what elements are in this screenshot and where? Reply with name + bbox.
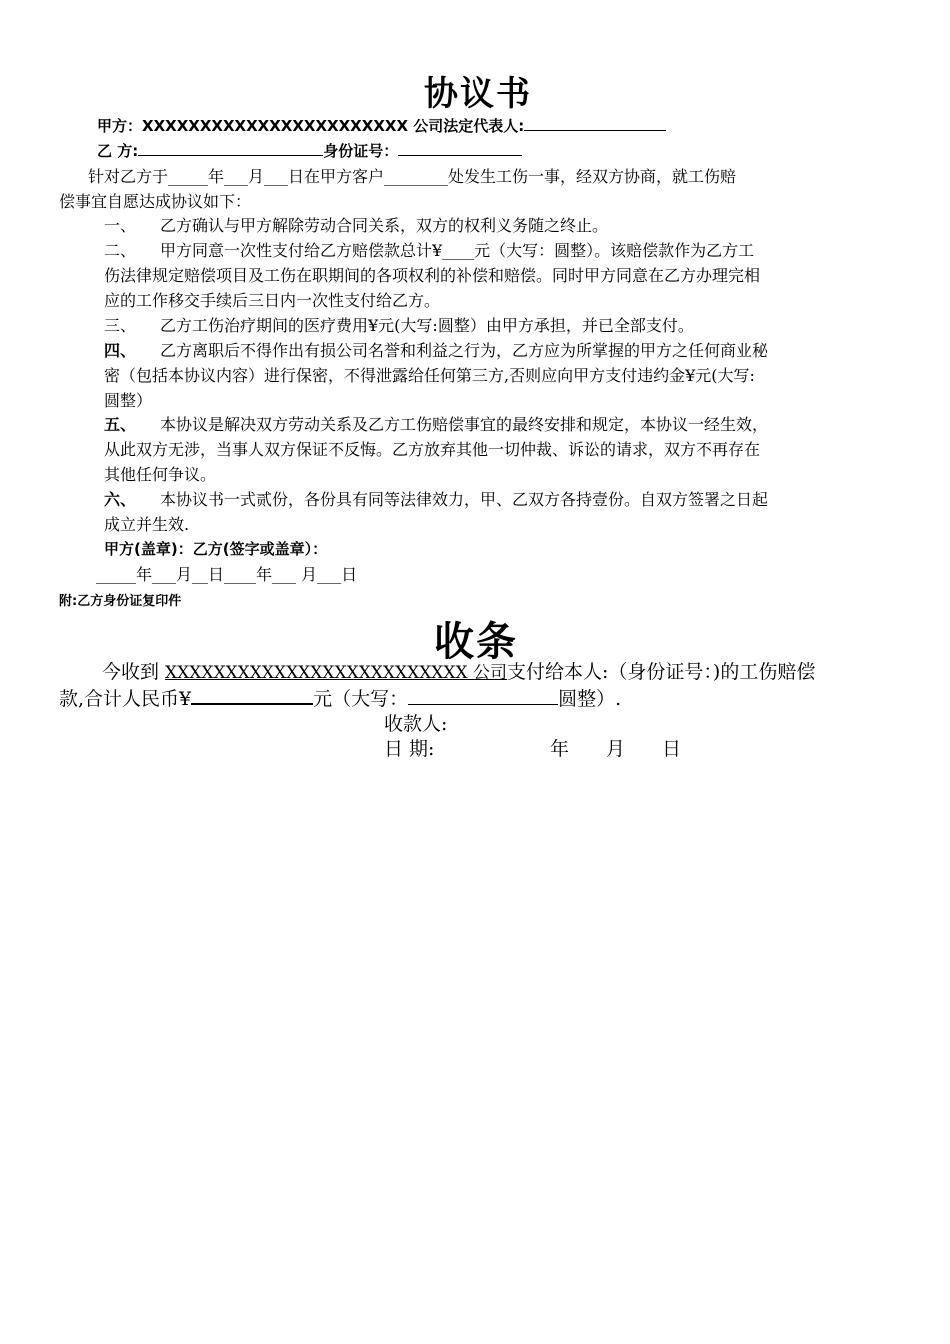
clause-6: [104, 487, 904, 537]
clause-text: 甲方同意一次性支付给乙方赔偿款总计¥____元（大写：圆整）。该赔偿款作为乙方工: [160, 241, 755, 260]
receipt-line-1: [102, 659, 815, 686]
clause-text: 乙方确认与甲方解除劳动合同关系，双方的权利义务随之终止。: [160, 216, 609, 235]
id-label: 身份证号：: [323, 142, 399, 160]
date-year: 年: [550, 738, 570, 760]
signature-date-line: _____年___月__日____年___ 月___日: [96, 565, 358, 584]
clause-text: 乙方离职后不得作出有损公司名誉和利益之行为，乙方应为所掌握的甲方之任何商业秘: [160, 341, 769, 360]
clause-text: 密（包括本协议内容）进行保密，不得泄露给任何第三方,否则应向甲方支付违约金¥元(大写:: [104, 366, 755, 385]
clause-5: [104, 412, 904, 487]
receipt-company: XXXXXXXXXXXXXXXXXXXXXXXXX 公司: [165, 663, 508, 683]
party-b-name-blank: [138, 139, 323, 156]
clause-text: 本协议书一式贰份，各份具有同等法律效力，甲、乙双方各持壹份。自双方签署之日起: [160, 490, 769, 509]
receipt-purpose: 支付给本人:（身份证号：)的工伤赔偿: [507, 661, 816, 683]
clause-number: 二、: [104, 241, 137, 260]
agreement-title: 协议书: [424, 74, 532, 114]
party-b-label: 乙 方:: [97, 142, 139, 160]
clause-number: 三、: [104, 316, 137, 335]
id-number-blank: [398, 139, 522, 156]
clause-text: 本协议是解决双方劳动关系及乙方工伤赔偿事宜的最终安排和规定，本协议一经生效，: [160, 415, 769, 434]
legal-rep-blank: [524, 114, 666, 131]
date-day: 日: [662, 738, 682, 760]
party-a-label: 甲方：: [97, 117, 143, 135]
party-b-line: [97, 139, 522, 164]
clause-text: 圆整）: [104, 391, 153, 410]
amount-words-blank: [408, 686, 558, 705]
clause-number: 四、: [104, 341, 137, 360]
clause-2: [104, 238, 904, 313]
clause-3: [104, 313, 904, 338]
clause-text: 其他任何争议。: [104, 465, 217, 484]
receipt-title: 收条: [434, 618, 518, 665]
date-label: 日 期:: [384, 738, 435, 760]
party-a-company: XXXXXXXXXXXXXXXXXXXXXXX 公司法定代表人:: [142, 117, 525, 135]
intro-line-2: 偿事宜自愿达成协议如下：: [59, 192, 252, 211]
clause-text: 乙方工伤治疗期间的医疗费用¥元(大写:圆整）由甲方承担，并已全部支付。: [160, 316, 694, 335]
clause-text: 成立并生效.: [104, 515, 190, 534]
receipt-date-line: [384, 736, 681, 762]
clause-4: [104, 338, 904, 413]
receipt-line-2: [59, 685, 621, 712]
intro-line-1: 针对乙方于_____年___月___日在甲方客户________处发生工伤一事，经双方协商，就工伤赔: [88, 167, 737, 186]
receipt-amount-label: 款,合计人民币¥: [59, 688, 192, 710]
clause-1: [104, 213, 904, 238]
amount-blank: [191, 685, 313, 705]
receipt-amount-suffix: 圆整）.: [558, 688, 622, 710]
receipt-amount-words-label: 元（大写：: [313, 688, 409, 710]
clause-number: 五、: [104, 415, 137, 434]
clause-text: 从此双方无涉，当事人双方保证不反悔。乙方放弃其他一切仲裁、诉讼的请求，双方不再存在: [104, 440, 761, 459]
clause-text: 应的工作移交手续后三日内一次性支付给乙方。: [104, 291, 441, 310]
party-a-line: [97, 114, 666, 139]
clause-number: 一、: [104, 216, 137, 235]
clause-text: 伤法律规定赔偿项目及工伤在职期间的各项权利的补偿和赔偿。同时甲方同意在乙方办理完相: [104, 266, 761, 285]
payee-label: 收款人:: [384, 713, 448, 735]
clause-number: 六、: [104, 490, 137, 509]
receipt-received-from: 今收到: [102, 661, 166, 683]
date-month: 月: [606, 738, 626, 760]
attachment-note: 附:乙方身份证复印件: [59, 594, 182, 609]
signature-line: 甲方(盖章)：乙方(签字或盖章）：: [104, 540, 328, 558]
